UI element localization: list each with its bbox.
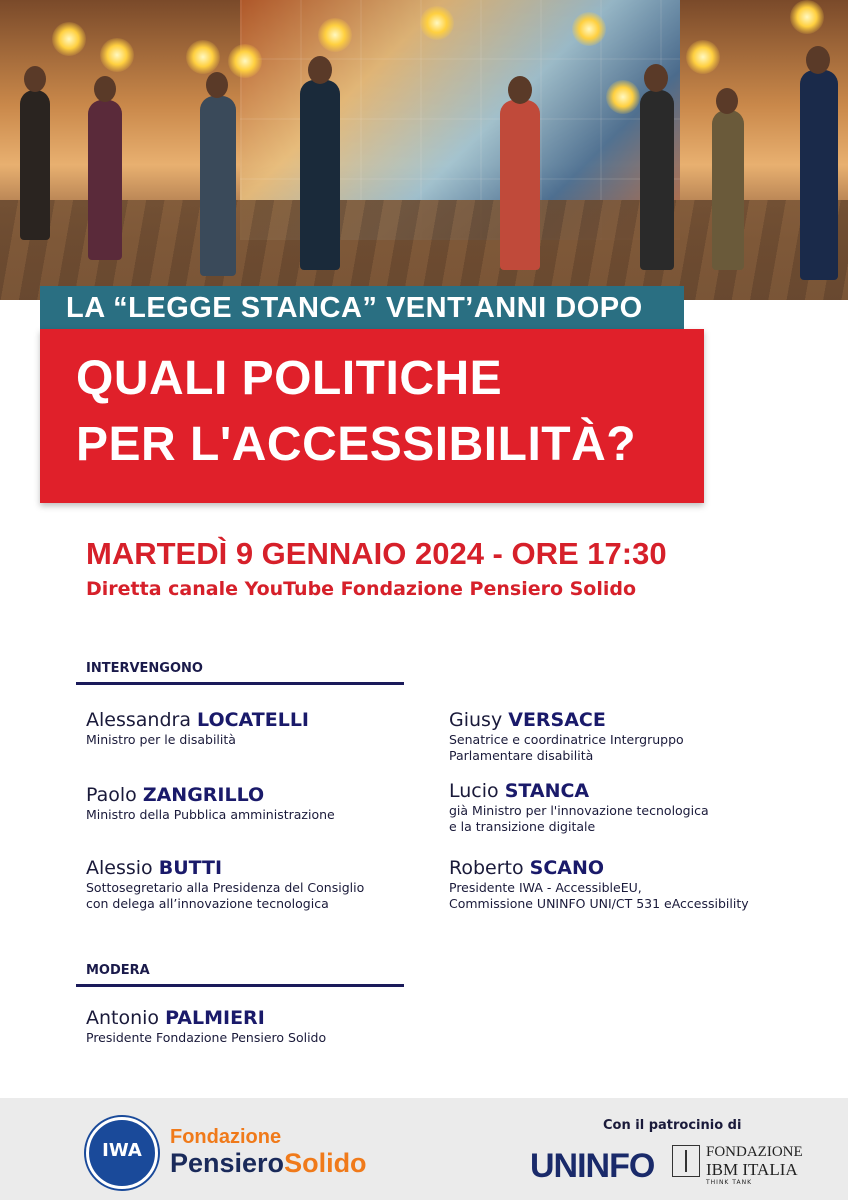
speaker-name: Paolo ZANGRILLO bbox=[86, 784, 265, 806]
event-date-time: MARTEDÌ 9 GENNAIO 2024 - ORE 17:30 bbox=[86, 536, 667, 571]
person-head bbox=[94, 76, 116, 102]
light-cube bbox=[228, 44, 262, 78]
person-figure bbox=[300, 80, 340, 270]
subtitle-banner bbox=[40, 286, 684, 332]
event-channel: Diretta canale YouTube Fondazione Pensiero Solido bbox=[86, 578, 637, 600]
ibm-logo-line3: THINK TANK bbox=[706, 1179, 753, 1186]
title-banner bbox=[40, 329, 704, 503]
person-head bbox=[24, 66, 46, 92]
light-cube bbox=[686, 40, 720, 74]
person-figure bbox=[500, 100, 540, 270]
person-head bbox=[206, 72, 228, 98]
speaker-role: Ministro della Pubblica amministrazione bbox=[86, 807, 335, 822]
speaker-role: Ministro per le disabilità bbox=[86, 732, 236, 747]
light-cube bbox=[572, 12, 606, 46]
speaker-role: Senatrice e coordinatrice Intergruppo bbox=[449, 732, 684, 747]
person-head bbox=[508, 76, 532, 104]
person-figure bbox=[712, 110, 744, 270]
speaker-stanca bbox=[449, 779, 709, 835]
speaker-locatelli bbox=[86, 708, 309, 748]
speaker-name: Lucio STANCA bbox=[449, 780, 590, 802]
person-head bbox=[716, 88, 738, 114]
light-cube bbox=[318, 18, 352, 52]
fondazione-pensiero-solido-logo-line2: PensieroSolido bbox=[170, 1148, 367, 1178]
moderator-section-label: MODERA bbox=[86, 963, 150, 978]
speaker-name: Alessandra LOCATELLI bbox=[86, 709, 309, 731]
ibm-logo-line2: IBM ITALIA bbox=[706, 1160, 798, 1179]
person-head bbox=[308, 56, 332, 84]
section-divider bbox=[76, 984, 404, 987]
light-cube bbox=[606, 80, 640, 114]
light-cube bbox=[186, 40, 220, 74]
light-cube bbox=[420, 6, 454, 40]
speaker-versace bbox=[449, 708, 684, 764]
speakers-section-label: INTERVENGONO bbox=[86, 661, 203, 676]
person-head bbox=[644, 64, 668, 92]
light-cube bbox=[52, 22, 86, 56]
light-cube bbox=[100, 38, 134, 72]
patronage-label: Con il patrocinio di bbox=[603, 1118, 742, 1133]
subtitle-text: LA “LEGGE STANCA” VENT’ANNI DOPO bbox=[66, 292, 643, 324]
person-figure bbox=[800, 70, 838, 280]
speaker-role: già Ministro per l'innovazione tecnologica bbox=[449, 803, 709, 818]
moderator-palmieri bbox=[86, 1006, 326, 1046]
speaker-scano bbox=[449, 856, 749, 912]
moderator-name: Antonio PALMIERI bbox=[86, 1007, 265, 1029]
vitruvian-icon bbox=[672, 1145, 700, 1177]
fondazione-pensiero-solido-logo-line1: Fondazione bbox=[170, 1126, 282, 1148]
person-figure bbox=[640, 90, 674, 270]
speaker-role-continued: Commissione UNINFO UNI/CT 531 eAccessibility bbox=[449, 896, 749, 911]
fondazione-ibm-italia-logo bbox=[672, 1143, 812, 1189]
moderator-role: Presidente Fondazione Pensiero Solido bbox=[86, 1030, 327, 1045]
title-line-2: PER L'ACCESSIBILITÀ? bbox=[76, 418, 637, 471]
title-line-1: QUALI POLITICHE bbox=[76, 352, 503, 405]
speaker-name: Giusy VERSACE bbox=[449, 709, 606, 731]
person-head bbox=[806, 46, 830, 74]
speaker-name: Alessio BUTTI bbox=[86, 857, 223, 879]
section-divider bbox=[76, 682, 404, 685]
speaker-name: Roberto SCANO bbox=[449, 857, 605, 879]
light-cube bbox=[790, 0, 824, 34]
speaker-role-continued: con delega all’innovazione tecnologica bbox=[86, 896, 329, 911]
hero-image bbox=[0, 0, 848, 300]
speaker-role-continued: Parlamentare disabilità bbox=[449, 748, 594, 763]
speaker-role-continued: e la transizione digitale bbox=[449, 819, 596, 834]
ibm-logo-line1: FONDAZIONE bbox=[706, 1144, 803, 1160]
iwa-logo: IWA bbox=[86, 1117, 158, 1189]
person-figure bbox=[88, 100, 122, 260]
person-figure bbox=[200, 96, 236, 276]
speaker-role: Sottosegretario alla Presidenza del Consiglio bbox=[86, 880, 365, 895]
speaker-butti bbox=[86, 856, 364, 912]
speaker-role: Presidente IWA - AccessibleEU, bbox=[449, 880, 642, 895]
uninfo-logo: UNINFO bbox=[530, 1147, 655, 1185]
speaker-zangrillo bbox=[86, 783, 335, 823]
person-figure bbox=[20, 90, 50, 240]
